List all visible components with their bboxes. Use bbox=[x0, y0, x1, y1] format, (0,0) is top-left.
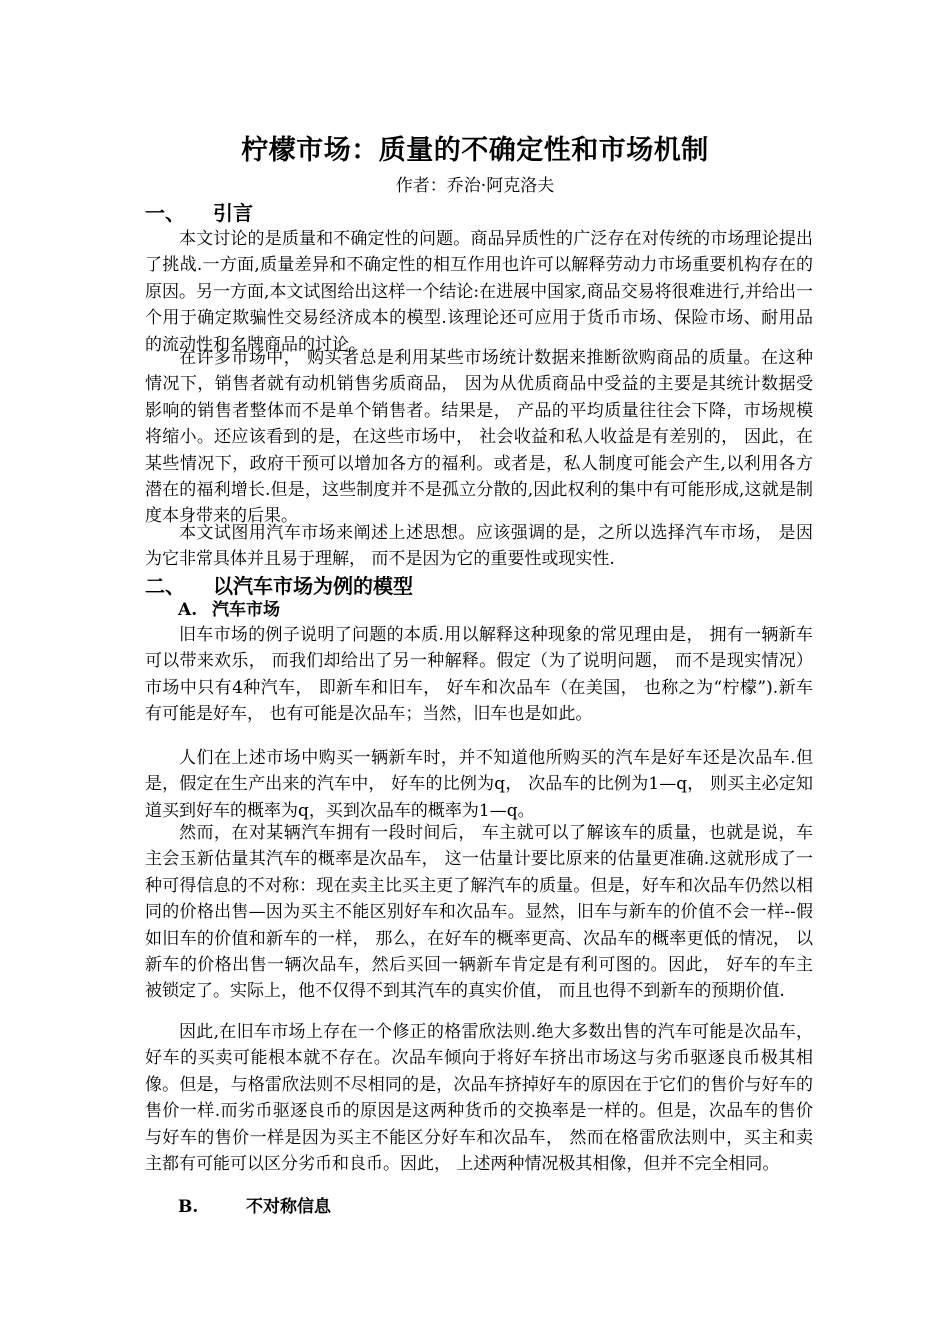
subsection-b-title: 不对称信息 bbox=[246, 1197, 331, 1217]
paragraph: 旧车市场的例子说明了问题的本质.用以解释这种现象的常见理由是， 拥有一辆新车可以带来欢乐， 而我们却给出了另一种解释。假定（为了说明问题， 而不是现实情况）市场中只有4种汽车， 即新车和旧车， 好车和次品车（在美国， 也称之为“柠檬”).新车有可能是好车， 也有可能是次品车；当然，旧车也是如此。 bbox=[145, 625, 813, 725]
paragraph: 因此,在旧车市场上存在一个修正的格雷欣法则.绝大多数出售的汽车可能是次品车， 好车的买卖可能根本就不存在。次品车倾向于将好车挤出市场这与劣币驱逐良币极其相像。但是，与格雷欣法则不尽相同的是，次品车挤掉好车的原因在于它们的售价与好车的售价一样.而劣币驱逐良币的原因是这两种货币的交换率是一样的。但是，次品车的售价与好车的售价一样是因为买主不能区分好车和次品车， 然而在格雷欣法则中，买主和卖主都有可能可以区分劣币和良币。因此， 上述两种情况极其相像，但并不完全相同。 bbox=[145, 1022, 813, 1175]
paragraph: 然而，在对某辆汽车拥有一段时间后， 车主就可以了解该车的质量，也就是说，车主会玉新估量其汽车的概率是次品车， 这一估量计要比原来的估量更准确.这就形成了一种可得信息的不对称：现在卖主比买主更了解汽车的质量。但是，好车和次品车仍然以相同的价格出售—因为买主不能区别好车和次品车。显然，旧车与新车的价值不会一样--假如旧车的价值和新车的一样， 那么，在好车的概率更高、次品车的概率更低的情况， 以新车的价格出售一辆次品车，然后买回一辆新车肯定是有利可图的。因此， 好车的车主被锁定了。实际上，他不仅得不到其汽车的真实价值， 而且也得不到新车的预期价值. bbox=[145, 823, 813, 1002]
subsection-a-number: A. bbox=[178, 600, 198, 620]
paragraph: 在许多市场中， 购买者总是利用某些市场统计数据来推断欲购商品的质量。在这种情况下，销售者就有动机销售劣质商品， 因为从优质商品中受益的主要是其统计数据受影响的销售者整体而不是单个销售者。结果是， 产品的平均质量往往会下降，市场规模将缩小。还应该看到的是，在这些市场中， 社会收益和私人收益是有差别的， 因此，在某些情况下，政府干预可以增加各方的福利。或者是，私人制度可能会产生,以利用各方潜在的福利增长.但是，这些制度并不是孤立分散的,因此权利的集中有可能形成,这就是制度本身带来的后果。 bbox=[145, 348, 813, 527]
paragraph: 本文试图用汽车市场来阐述上述思想。应该强调的是，之所以选择汽车市场， 是因为它非常具体并且易于理解， 而不是因为它的重要性或现实性. bbox=[145, 523, 813, 570]
subsection-b-number: B. bbox=[178, 1197, 199, 1217]
paragraph: 人们在上述市场中购买一辆新车时，并不知道他所购买的汽车是好车还是次品车.但是，假定在生产出来的汽车中， 好车的比例为q， 次品车的比例为1—q， 则买主必定知道买到好车的概率为q，买到次品车的概率为1—q。 bbox=[145, 748, 813, 821]
paper-author: 作者：乔治·阿克洛夫 bbox=[395, 176, 555, 196]
subsection-a-title: 汽车市场 bbox=[212, 600, 280, 620]
section-1-heading bbox=[145, 199, 253, 227]
section-1-number: 一、 bbox=[145, 201, 185, 225]
subsection-b-heading bbox=[178, 1195, 331, 1219]
section-2-heading bbox=[145, 572, 413, 600]
paper-title: 柠檬市场：质量的不确定性和市场机制 bbox=[241, 135, 709, 166]
section-2-title: 以汽车市场为例的模型 bbox=[213, 574, 413, 598]
section-2-number: 二、 bbox=[145, 574, 185, 598]
paragraph: 本文讨论的是质量和不确定性的问题。商品异质性的广泛存在对传统的市场理论提出了挑战.一方面,质量差异和不确定性的相互作用也许可以解释劳动力市场重要机构存在的原因。另一方面,本文试图给出这样一个结论:在进展中国家,商品交易将很难进行,并给出一个用于确定欺骗性交易经济成本的模型.该理论还可应用于货币市场、保险市场、耐用品的流动性和名牌商品的讨论。 bbox=[145, 229, 813, 355]
section-1-title: 引言 bbox=[213, 201, 253, 225]
subsection-a-heading bbox=[178, 598, 280, 622]
